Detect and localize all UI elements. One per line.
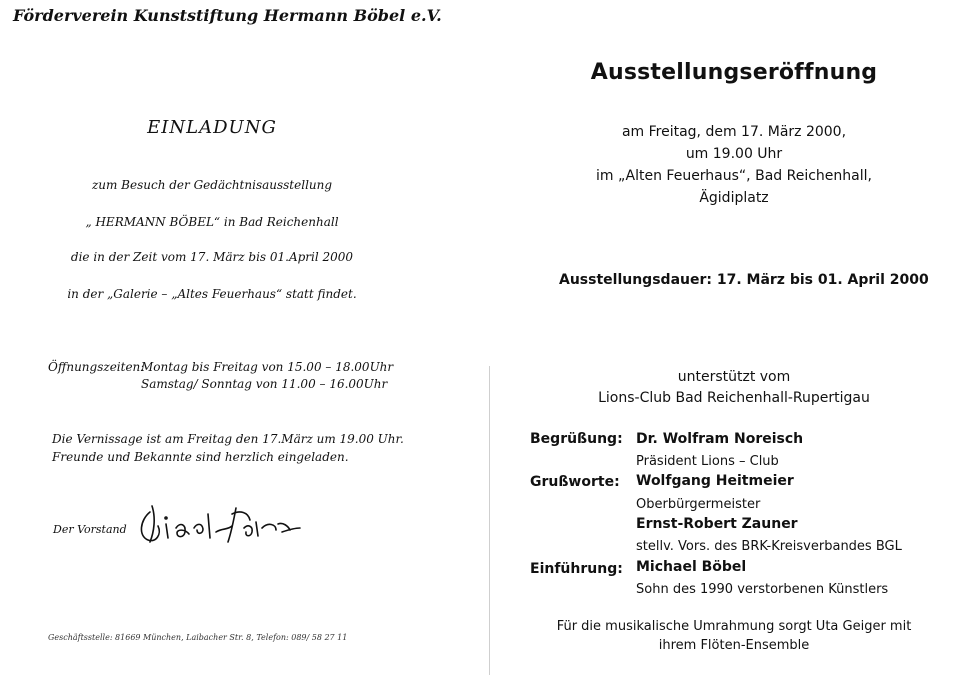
- opening-place: Ägidiplatz: [699, 190, 769, 206]
- exhibition-duration: Ausstellungsdauer: 17. März bis 01. April 2000: [559, 272, 929, 288]
- opening-hours-weekend: Samstag/ Sonntag von 11.00 – 16.00Uhr: [141, 377, 388, 391]
- intro-label: Einführung:: [530, 561, 623, 577]
- opening-hours-label: Öffnungszeiten:: [48, 360, 145, 374]
- greeting-role: Präsident Lions – Club: [636, 454, 779, 469]
- greeting-name: Dr. Wolfram Noreisch: [636, 431, 804, 447]
- invitation-line-2: „ HERMANN BÖBEL“ in Bad Reichenhall: [85, 215, 339, 229]
- music-line-1: Für die musikalische Umrahmung sorgt Uta Geiger mit: [556, 619, 912, 634]
- words-name-1: Wolfgang Heitmeier: [636, 473, 794, 489]
- opening-date: am Freitag, dem 17. März 2000,: [621, 124, 847, 140]
- handwritten-signature: [132, 498, 307, 553]
- opening-venue: im „Alten Feuerhaus“, Bad Reichenhall,: [596, 168, 872, 184]
- organization-name: Förderverein Kunststiftung Hermann Böbel e.V.: [13, 6, 442, 25]
- opening-hours-weekday: Montag bis Freitag von 15.00 – 18.00Uhr: [141, 360, 394, 374]
- support-line: unterstützt vom: [677, 369, 791, 385]
- words-role-2: stellv. Vors. des BRK-Kreisverbandes BGL: [636, 539, 902, 554]
- opening-time: um 19.00 Uhr: [685, 146, 783, 162]
- intro-role: Sohn des 1990 verstorbenen Künstlers: [636, 582, 889, 597]
- board-label: Der Vorstand: [53, 523, 127, 536]
- invitation-line-3: die in der Zeit vom 17. März bis 01.April 2000: [70, 250, 354, 264]
- music-line-2: ihrem Flöten-Ensemble: [658, 638, 810, 653]
- invitation-line-4: in der „Galerie – „Altes Feuerhaus“ statt findet.: [67, 287, 357, 301]
- greeting-label: Begrüßung:: [530, 431, 623, 447]
- vernissage-invitation: Freunde und Bekannte sind herzlich eingeladen.: [52, 450, 349, 464]
- words-name-2: Ernst-Robert Zauner: [636, 516, 798, 532]
- vernissage-text: Die Vernissage ist am Freitag den 17.März um 19.00 Uhr.: [52, 432, 404, 446]
- invitation-heading: EINLADUNG: [147, 117, 277, 138]
- invitation-line-1: zum Besuch der Gedächtnisausstellung: [91, 178, 333, 192]
- words-label: Grußworte:: [530, 474, 620, 490]
- words-role-1: Oberbürgermeister: [636, 497, 761, 512]
- lions-club-name: Lions-Club Bad Reichenhall-Rupertigau: [598, 390, 870, 406]
- intro-name: Michael Böbel: [636, 559, 747, 575]
- opening-title: Ausstellungseröffnung: [590, 60, 878, 85]
- office-address: Geschäftsstelle: 81669 München, Laibacher Str. 8, Telefon: 089/ 58 27 11: [48, 633, 348, 642]
